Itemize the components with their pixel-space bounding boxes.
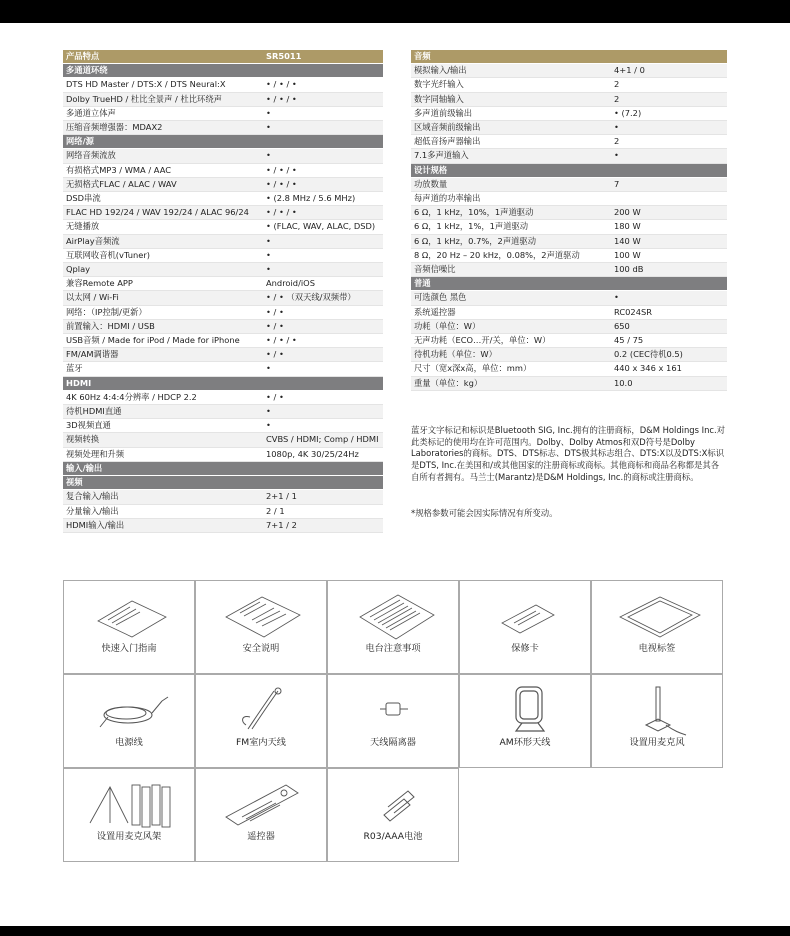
- spec-row-label: 复合输入/输出: [63, 490, 263, 504]
- spec-row-value: • / • / •: [263, 177, 383, 191]
- spec-row-label: 待机HDMI直通: [63, 405, 263, 419]
- spec-row-label: HDMI输入/输出: [63, 518, 263, 532]
- spec-row-label: 功耗（单位：W）: [411, 319, 611, 333]
- spec-row: [63, 106, 383, 120]
- spec-row-label: 可选颜色 黑色: [411, 291, 611, 305]
- section-title-value: [263, 64, 383, 78]
- section-title-value: [263, 476, 383, 490]
- spec-row-value: • / • / •: [263, 78, 383, 92]
- spec-row-label: 8 Ω，20 Hz – 20 kHz，0.08%，2声道驱动: [411, 248, 611, 262]
- spec-row-label: DSD串流: [63, 192, 263, 206]
- spec-row-label: 超低音扬声器输出: [411, 135, 611, 149]
- left-spec-table: [63, 50, 383, 533]
- spec-row: [411, 149, 727, 163]
- spec-row: [411, 177, 727, 191]
- spec-row-value: RC024SR: [611, 305, 727, 319]
- spec-row-label: 无声功耗（ECO…开/关，单位：W）: [411, 334, 611, 348]
- spec-row: [63, 291, 383, 305]
- accessory-label: 安全说明: [242, 643, 280, 654]
- spec-row: [411, 248, 727, 262]
- spec-row: [63, 163, 383, 177]
- spec-row-value: •: [263, 234, 383, 248]
- spec-row-value: • / •: [263, 305, 383, 319]
- accessory-label: 快速入门指南: [101, 643, 157, 654]
- accessory-power-cord: [63, 674, 195, 768]
- section-title: [411, 163, 727, 177]
- spec-row: [411, 106, 727, 120]
- section-title-value: [611, 50, 727, 64]
- spec-row-label: 视频转换: [63, 433, 263, 447]
- spec-row-label: 网络音频流放: [63, 149, 263, 163]
- spec-row: [411, 121, 727, 135]
- spec-row-label: 兼容Remote APP: [63, 277, 263, 291]
- spec-row: [63, 447, 383, 461]
- section-title-label: 普通: [411, 277, 611, 291]
- spec-row: [63, 504, 383, 518]
- spec-row-value: 200 W: [611, 206, 727, 220]
- spec-row: [63, 220, 383, 234]
- spec-row: [411, 263, 727, 277]
- spec-row-label: 重量（单位：kg）: [411, 376, 611, 390]
- spec-change-note: *规格参数可能会因实际情况有所变动。: [411, 508, 558, 518]
- section-title-label: 网络/源: [63, 135, 263, 149]
- spec-row-label: USB音频 / Made for iPod / Made for iPhone: [63, 334, 263, 348]
- section-title-value: [611, 163, 727, 177]
- accessory-label: AM环形天线: [499, 737, 551, 748]
- spec-row-value: 2: [611, 135, 727, 149]
- spec-row: [411, 362, 727, 376]
- spec-row-label: 功放数量: [411, 177, 611, 191]
- spec-row-label: 压缩音频增强器：MDAX2: [63, 121, 263, 135]
- spec-row-value: •: [263, 248, 383, 262]
- spec-row: [63, 518, 383, 532]
- spec-row-label: Dolby TrueHD / 杜比全景声 / 杜比环绕声: [63, 92, 263, 106]
- accessory-tv-label: [591, 580, 723, 674]
- spec-row: [63, 419, 383, 433]
- fm-antenna-icon: [212, 681, 312, 739]
- spec-row-value: 45 / 75: [611, 334, 727, 348]
- spec-row: [411, 64, 727, 78]
- antenna-isolator-icon: [344, 681, 444, 739]
- spec-row-label: 无损格式FLAC / ALAC / WAV: [63, 177, 263, 191]
- spec-row-value: 140 W: [611, 234, 727, 248]
- spec-row-value: 1080p, 4K 30/25/24Hz: [263, 447, 383, 461]
- spec-row-value: • / •: [263, 319, 383, 333]
- spec-row-label: 分量输入/输出: [63, 504, 263, 518]
- tv-label-icon: [608, 587, 708, 645]
- spec-row: [411, 305, 727, 319]
- section-title-label: 输入/输出: [63, 461, 263, 475]
- accessory-warranty-card: [459, 580, 591, 674]
- section-title-label: 多通道环绕: [63, 64, 263, 78]
- spec-row-label: 系统遥控器: [411, 305, 611, 319]
- accessory-label: 电台注意事项: [365, 643, 421, 654]
- spec-row: [63, 348, 383, 362]
- spec-row-label: 互联网收音机(vTuner): [63, 248, 263, 262]
- spec-row-label: 网络：（IP控制/更新）: [63, 305, 263, 319]
- spec-row-value: •: [263, 362, 383, 376]
- spec-row-value: 10.0: [611, 376, 727, 390]
- accessory-label: 电视标签: [638, 643, 676, 654]
- spec-row-label: 前置输入：HDMI / USB: [63, 319, 263, 333]
- accessory-safety-sheet: [195, 580, 327, 674]
- spec-row: [411, 135, 727, 149]
- spec-row-value: 180 W: [611, 220, 727, 234]
- accessory-label: 设置用麦克风: [629, 737, 685, 748]
- section-title-value: [263, 376, 383, 390]
- spec-row-value: •: [263, 419, 383, 433]
- spec-row-value: •: [611, 121, 727, 135]
- spec-row: [63, 277, 383, 291]
- spec-row-value: • (FLAC, WAV, ALAC, DSD): [263, 220, 383, 234]
- warranty-card-icon: [476, 587, 576, 645]
- spec-row-value: • / •: [263, 348, 383, 362]
- table-header-value: SR5011: [263, 50, 383, 64]
- spec-row-label: 待机功耗（单位：W）: [411, 348, 611, 362]
- spec-row: [411, 291, 727, 305]
- safety-sheet-icon: [212, 587, 312, 645]
- spec-row-value: •: [611, 291, 727, 305]
- spec-row-value: • / • / •: [263, 92, 383, 106]
- section-title: [411, 50, 727, 64]
- spec-row-label: 音频信噪比: [411, 263, 611, 277]
- spec-row: [411, 78, 727, 92]
- spec-row-value: 2+1 / 1: [263, 490, 383, 504]
- spec-row-label: 数字同轴输入: [411, 92, 611, 106]
- spec-row: [411, 319, 727, 333]
- accessory-label: R03/AAA电池: [363, 831, 423, 842]
- spec-row-label: AirPlay音频流: [63, 234, 263, 248]
- radio-notes-icon: [344, 587, 444, 645]
- spec-row: [63, 206, 383, 220]
- spec-row-value: [611, 192, 727, 206]
- spec-row: [411, 92, 727, 106]
- section-title-value: [263, 135, 383, 149]
- spec-row-value: 2: [611, 78, 727, 92]
- spec-row: [63, 121, 383, 135]
- spec-row-label: 4K 60Hz 4:4:4分辨率 / HDCP 2.2: [63, 390, 263, 404]
- spec-row-label: 视频处理和升频: [63, 447, 263, 461]
- accessory-label: 保修卡: [511, 643, 539, 654]
- spec-row: [63, 334, 383, 348]
- accessory-quick-guide: [63, 580, 195, 674]
- spec-row-value: Android/iOS: [263, 277, 383, 291]
- section-title: [63, 135, 383, 149]
- section-title-label: HDMI: [63, 376, 263, 390]
- section-title-label: 视频: [63, 476, 263, 490]
- spec-row-value: 2 / 1: [263, 504, 383, 518]
- spec-row-value: 100 dB: [611, 263, 727, 277]
- spec-row: [63, 92, 383, 106]
- accessory-mic-stand: [63, 768, 195, 862]
- aaa-battery-icon: [344, 775, 444, 833]
- accessory-am-loop-antenna: [459, 674, 591, 768]
- spec-row-value: 7: [611, 177, 727, 191]
- spec-row: [63, 263, 383, 277]
- spec-row-value: 7+1 / 2: [263, 518, 383, 532]
- bottom-black-bar: [0, 926, 790, 936]
- spec-row-value: • / • （双天线/双频带）: [263, 291, 383, 305]
- spec-row-value: • (2.8 MHz / 5.6 MHz): [263, 192, 383, 206]
- spec-row: [63, 78, 383, 92]
- table-header-label: 产品特点: [63, 50, 263, 64]
- spec-row-value: • (7.2): [611, 106, 727, 120]
- right-spec-table: [411, 50, 727, 391]
- spec-row: [63, 177, 383, 191]
- spec-row-label: 7.1多声道输入: [411, 149, 611, 163]
- setup-mic-icon: [608, 681, 708, 739]
- quick-guide-icon: [80, 587, 180, 645]
- spec-row-label: FM/AM调谐器: [63, 348, 263, 362]
- table-header: [63, 50, 383, 64]
- spec-row-value: •: [263, 263, 383, 277]
- spec-row-label: 多声道前级输出: [411, 106, 611, 120]
- spec-row-label: Qplay: [63, 263, 263, 277]
- spec-row: [63, 362, 383, 376]
- spec-row-value: • / • / •: [263, 163, 383, 177]
- section-title-label: 设计规格: [411, 163, 611, 177]
- spec-row-label: 区域音频前级输出: [411, 121, 611, 135]
- mic-stand-icon: [80, 775, 180, 833]
- section-title: [63, 461, 383, 475]
- spec-row-label: 6 Ω，1 kHz，1%，1声道驱动: [411, 220, 611, 234]
- accessory-label: 遥控器: [247, 831, 275, 842]
- spec-row: [63, 433, 383, 447]
- spec-row-value: •: [263, 106, 383, 120]
- spec-row-value: •: [263, 121, 383, 135]
- spec-row-label: 6 Ω，1 kHz，0.7%，2声道驱动: [411, 234, 611, 248]
- section-title: [63, 64, 383, 78]
- spec-row: [63, 490, 383, 504]
- spec-row: [411, 334, 727, 348]
- spec-row-value: •: [263, 149, 383, 163]
- spec-row-value: 440 x 346 x 161: [611, 362, 727, 376]
- spec-row: [63, 405, 383, 419]
- spec-row-value: 0.2 (CEC待机0.5): [611, 348, 727, 362]
- section-title-value: [263, 461, 383, 475]
- spec-row-label: 尺寸（宽x深x高，单位：mm）: [411, 362, 611, 376]
- spec-row-label: 以太网 / Wi-Fi: [63, 291, 263, 305]
- accessory-radio-notes: [327, 580, 459, 674]
- section-title-label: 音频: [411, 50, 611, 64]
- accessory-aaa-battery: [327, 768, 459, 862]
- accessory-fm-antenna: [195, 674, 327, 768]
- spec-row-label: 有损格式MP3 / WMA / AAC: [63, 163, 263, 177]
- trademark-note: 蓝牙文字标记和标识是Bluetooth SIG, Inc.拥有的注册商标，D&M Holdings Inc.对此类标记的使用均在许可范围内。Dolby、Dolby Atmos和双D符号是Dolby Laboratories的商标。DTS、DTS标志、DTS极其标志组合、DTS:X以及DTS:X标识是DTS, Inc.在美国和/或其他国家的注册商标或商标。其他商标和商品名称都是其各自所有者拥有。马兰士(Marantz)是D&M Holdings, Inc.的商标或注册商标。: [411, 425, 726, 482]
- spec-row-value: 650: [611, 319, 727, 333]
- section-title: [411, 277, 727, 291]
- spec-row: [63, 305, 383, 319]
- spec-row-label: 3D视频直通: [63, 419, 263, 433]
- accessory-label: 天线隔离器: [370, 737, 416, 748]
- spec-row-value: •: [263, 405, 383, 419]
- power-cord-icon: [80, 681, 180, 739]
- spec-row-value: •: [611, 149, 727, 163]
- spec-row-label: 无缝播放: [63, 220, 263, 234]
- accessory-label: 电源线: [115, 737, 143, 748]
- spec-row-label: 数字光纤输入: [411, 78, 611, 92]
- spec-row: [411, 348, 727, 362]
- spec-row: [411, 206, 727, 220]
- spec-row: [63, 390, 383, 404]
- accessories-grid: [63, 580, 727, 865]
- spec-row: [411, 376, 727, 390]
- spec-row-label: 蓝牙: [63, 362, 263, 376]
- spec-row: [411, 234, 727, 248]
- section-title: [63, 476, 383, 490]
- spec-row-value: CVBS / HDMI; Comp / HDMI: [263, 433, 383, 447]
- section-title: [63, 376, 383, 390]
- spec-row-value: • / •: [263, 390, 383, 404]
- spec-row-value: • / • / •: [263, 334, 383, 348]
- spec-row-label: 6 Ω，1 kHz，10%，1声道驱动: [411, 206, 611, 220]
- spec-row-value: 4+1 / 0: [611, 64, 727, 78]
- accessory-setup-mic: [591, 674, 723, 768]
- spec-row-label: 每声道的功率输出: [411, 192, 611, 206]
- spec-row-label: 多通道立体声: [63, 106, 263, 120]
- spec-row: [63, 192, 383, 206]
- spec-row-value: • / • / •: [263, 206, 383, 220]
- spec-row-value: 100 W: [611, 248, 727, 262]
- am-loop-antenna-icon: [476, 681, 576, 739]
- spec-row: [411, 192, 727, 206]
- spec-row: [63, 248, 383, 262]
- accessory-antenna-isolator: [327, 674, 459, 768]
- spec-row-label: FLAC HD 192/24 / WAV 192/24 / ALAC 96/24: [63, 206, 263, 220]
- accessory-label: 设置用麦克风架: [96, 831, 162, 842]
- accessory-label: FM室内天线: [236, 737, 286, 748]
- spec-row: [411, 220, 727, 234]
- section-title-value: [611, 277, 727, 291]
- spec-row-label: DTS HD Master / DTS:X / DTS Neural:X: [63, 78, 263, 92]
- spec-row: [63, 319, 383, 333]
- spec-row: [63, 149, 383, 163]
- spec-row-value: 2: [611, 92, 727, 106]
- top-black-bar: [0, 0, 790, 23]
- remote-control-icon: [212, 775, 312, 833]
- spec-row-label: 模拟输入/输出: [411, 64, 611, 78]
- spec-row: [63, 234, 383, 248]
- accessory-remote-control: [195, 768, 327, 862]
